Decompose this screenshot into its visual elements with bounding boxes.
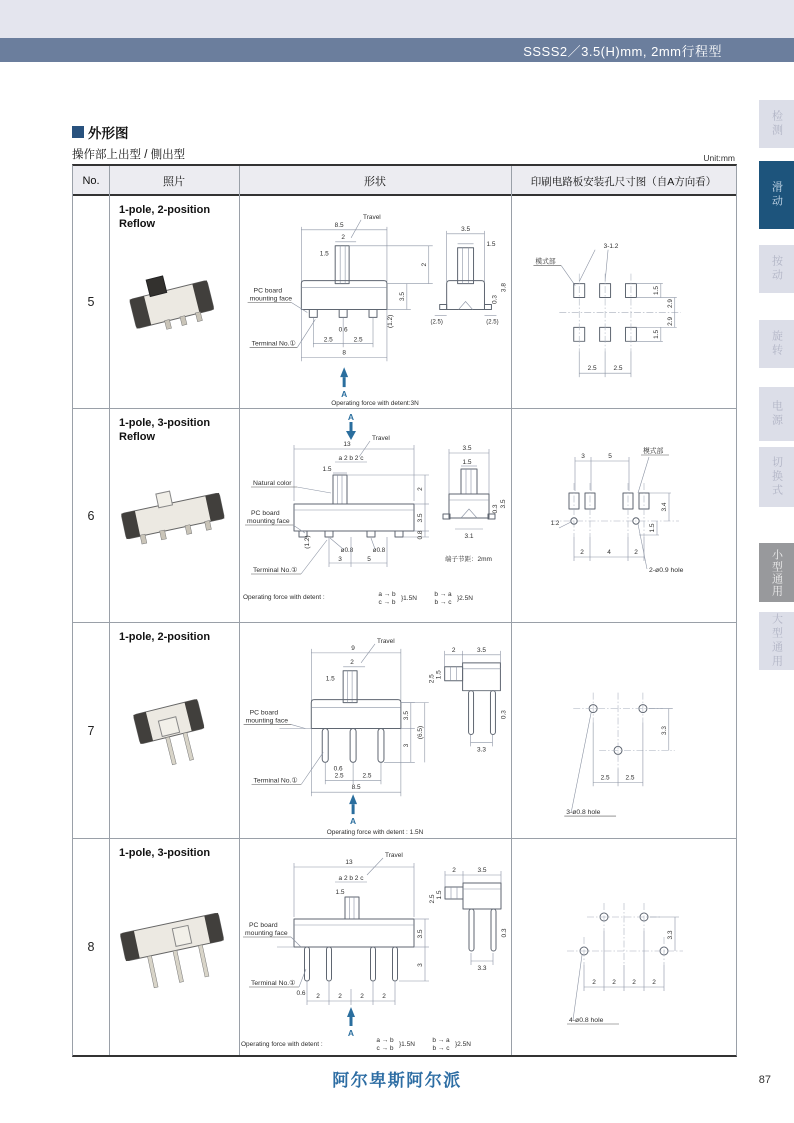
process-label: Reflow (119, 218, 156, 231)
force-case: b → a (432, 1037, 450, 1044)
col-header-shape: 形状 (364, 176, 386, 188)
travel-label: Travel (376, 637, 395, 645)
dim: 1.5 (486, 240, 496, 248)
callout-label: 模式部 (535, 258, 556, 266)
row-number: 7 (87, 723, 95, 738)
force-case: b → a (434, 591, 452, 598)
dim: 1.5 (652, 286, 660, 296)
dim: 2.9 (666, 299, 674, 308)
switch-illustration (120, 913, 230, 992)
operating-force-note: Operating force with detent : 1.5N (326, 829, 424, 837)
view-direction-label: A (341, 389, 348, 400)
sidebar-tab-rotary[interactable] (759, 320, 794, 368)
pcb-cell (511, 196, 736, 408)
force-case: a → b (378, 591, 396, 598)
section-title (72, 122, 129, 142)
dim: 3.3 (477, 965, 487, 972)
tab-label: 旋转 (770, 330, 783, 358)
force-case: c → b (378, 599, 396, 606)
dim: ø0.8 (340, 547, 354, 554)
side-view (429, 647, 508, 754)
outline-drawing-table (72, 164, 737, 1057)
force-case: a → b (376, 1037, 394, 1044)
tab-label: 滑动 (770, 181, 783, 209)
dim: 2 (452, 867, 456, 874)
pole-position-label: 1-pole, 2-position (119, 204, 211, 216)
dim: 0.8 (417, 530, 424, 540)
col-header-photo: 照片 (163, 176, 185, 188)
sidebar-tab-large-general[interactable] (759, 612, 794, 670)
dim: 2 (612, 979, 616, 986)
tab-label: 按动 (770, 255, 783, 283)
operating-force-note: Operating force with detent : (243, 594, 325, 601)
dim: 1.5 (435, 670, 443, 680)
terminal-label: Terminal No.① (253, 567, 298, 574)
dim: 0.6 (338, 326, 348, 334)
dim: 3.5 (417, 513, 424, 523)
operating-force-note: Operating force with detent : (241, 1041, 323, 1048)
pcb-cell (511, 409, 736, 622)
dim: 2 (417, 487, 424, 491)
dim: 2 (634, 549, 638, 556)
mounting-face-label: mounting face (249, 295, 292, 303)
dim: 3 (338, 556, 342, 563)
callout-label: 模式部 (643, 448, 664, 455)
dim: 3.5 (417, 929, 424, 939)
row-number: 6 (87, 508, 95, 523)
section-marker-icon (72, 126, 84, 138)
dim: 2.5 (353, 336, 363, 344)
force-case: b → c (432, 1045, 450, 1052)
sidebar-tab-inspection[interactable] (759, 100, 794, 148)
dim: 0.6 (296, 990, 306, 997)
shape-drawing (239, 623, 511, 838)
page-header-title: SSSS2／3.5(H)mm, 2mm行程型 (523, 43, 722, 59)
photo-cell (109, 839, 239, 1054)
dim: 2 (382, 993, 386, 1000)
terminal-label: Terminal No.① (253, 777, 298, 785)
dim: 0.3 (500, 710, 508, 720)
top-strip (0, 0, 794, 38)
force-case: b → c (434, 599, 452, 606)
side-view (429, 867, 508, 972)
dim: 0.3 (501, 928, 508, 938)
front-view (243, 412, 473, 606)
dim: 0.6 (333, 765, 343, 773)
dim: 3.5 (402, 711, 410, 721)
view-direction-label: A (347, 1028, 355, 1038)
col-header-no: No. (82, 175, 100, 187)
sidebar-tab-push[interactable] (759, 245, 794, 293)
dim: 3.5 (477, 646, 486, 654)
dim: 2.5 (334, 772, 344, 780)
switch-photo (109, 839, 239, 1054)
dim: 13 (343, 441, 351, 448)
dim: 4 (607, 549, 611, 556)
col-header-pcb: 印刷电路板安装孔尺寸图（自A方向看） (530, 175, 717, 188)
dim: 3.4 (661, 502, 668, 512)
unit-label: Unit:mm (703, 153, 735, 163)
dim: 5 (608, 453, 612, 460)
dim: 2.5 (613, 365, 623, 373)
dim: 0.3 (491, 295, 499, 305)
pcb-cell (511, 839, 736, 1054)
dim: 3.3 (660, 726, 668, 735)
terminal-label: Terminal No.① (251, 340, 296, 348)
switch-illustration (119, 481, 226, 547)
operating-force-note: Operating force with detent:3N (331, 400, 419, 408)
travel-label: Travel (363, 213, 381, 221)
dim: 1.5 (436, 890, 443, 900)
force-value: }2.5N (455, 1041, 471, 1048)
positions-label: a 2 b 2 c (338, 875, 364, 882)
dim: ø0.8 (372, 547, 386, 554)
travel-label: Travel (372, 435, 390, 442)
switch-photo (109, 196, 239, 408)
dim: 3 (417, 963, 424, 967)
view-direction-label: A (347, 412, 355, 422)
pc-board-label: PC board (249, 922, 278, 929)
table-header-row (73, 166, 736, 196)
front-view (248, 214, 433, 407)
side-view (443, 445, 507, 563)
process-label: Reflow (119, 431, 156, 444)
pcb-cell (511, 623, 736, 838)
terminal-pitch-note: 端子节距：2mm (445, 556, 492, 563)
sidebar-tab-toggle[interactable] (759, 447, 794, 507)
table-row (73, 196, 736, 409)
tab-label: 切换式 (770, 456, 783, 498)
tab-label: 小型通用 (770, 548, 783, 597)
shape-drawing (239, 839, 511, 1054)
dim: 2.5 (428, 674, 436, 684)
dim: 3.1 (464, 533, 474, 540)
table-row (73, 409, 736, 623)
hole-count-label: 3-1.2 (603, 242, 619, 250)
section-title-label: 外形图 (88, 126, 129, 141)
dim: 2.5 (625, 774, 635, 782)
pcb-hole-drawing (511, 839, 736, 1054)
dim: 1.5 (649, 523, 656, 533)
force-value: }2.5N (457, 595, 473, 602)
dim: 2.5 (362, 772, 372, 780)
photo-cell (109, 409, 239, 622)
dim: 2 (580, 549, 584, 556)
dim: 2.9 (666, 316, 674, 326)
dim: 0.3 (492, 504, 499, 514)
pole-position-label: 1-pole, 3-position (119, 847, 211, 859)
row-number: 5 (87, 295, 95, 309)
dim: 3 (402, 743, 410, 748)
shape-cell (239, 839, 511, 1054)
dim: 2 (420, 262, 428, 267)
mounting-face-label: mounting face (247, 518, 290, 525)
dim: 5 (367, 556, 371, 563)
dim: 2 (652, 979, 656, 986)
dim: 1.5 (319, 250, 329, 258)
sidebar-tab-slide[interactable] (759, 161, 794, 229)
force-value: }1.5N (399, 1041, 415, 1048)
dim: 2 (350, 658, 354, 666)
shape-drawing (239, 409, 511, 622)
dim: 8.5 (334, 221, 344, 229)
front-view (241, 852, 471, 1052)
dim: 3.3 (667, 930, 674, 940)
table-row (73, 839, 736, 1054)
dim: 3.3 (477, 746, 486, 754)
dim: (2.5) (430, 319, 443, 326)
dim: 2 (338, 993, 342, 1000)
dim: 3.5 (398, 292, 406, 302)
switch-illustration (133, 699, 211, 771)
pc-board-label: PC board (249, 709, 279, 717)
dim: 3 (581, 453, 585, 460)
shape-cell (239, 196, 511, 408)
brand-logo-text: 阿尔卑斯阿尔派 (332, 1071, 462, 1090)
dim: 3.5 (461, 225, 471, 233)
pcb-hole-drawing (511, 623, 736, 838)
natural-color-label: Natural color (253, 480, 292, 487)
switch-illustration (126, 266, 216, 336)
force-case: c → b (376, 1045, 394, 1052)
dim: 2 (592, 979, 596, 986)
shape-drawing (239, 196, 511, 408)
pc-board-label: PC board (253, 287, 283, 295)
tab-label: 大型通用 (770, 613, 783, 669)
positions-label: a 2 b 2 c (338, 455, 364, 462)
dim: (6.5) (416, 725, 424, 740)
dim: 2 (316, 993, 320, 1000)
dim: 9 (351, 644, 355, 652)
shape-cell (239, 623, 511, 838)
travel-label: Travel (385, 852, 403, 859)
terminal-label: Terminal No.① (251, 980, 296, 987)
dim: 3.5 (500, 499, 507, 509)
dim: 3.5 (462, 445, 472, 452)
pcb-hole-drawing (511, 409, 736, 622)
dim: 8.5 (351, 784, 361, 792)
dim: 2 (360, 993, 364, 1000)
force-value: }1.5N (401, 595, 417, 602)
pcb-hole-drawing (511, 196, 736, 408)
dim: 2 (451, 646, 456, 654)
dim: 2 (632, 979, 636, 986)
dim: 2 (341, 233, 345, 241)
front-view (244, 638, 429, 836)
dim: (1.2) (386, 314, 394, 329)
photo-cell (109, 623, 239, 838)
switch-photo (109, 623, 239, 838)
dim: 2.5 (429, 894, 436, 904)
shape-cell (239, 409, 511, 622)
dim: 1.5 (335, 889, 345, 896)
dim: 2.5 (587, 365, 597, 373)
tab-label: 电源 (770, 400, 783, 428)
dim: (2.5) (486, 319, 499, 326)
hole-note: 4-ø0.8 hole (569, 1017, 604, 1024)
switch-photo (109, 409, 239, 622)
mounting-face-label: mounting face (245, 717, 289, 725)
section-subtitle: 操作部上出型 / 側出型 (72, 149, 186, 161)
mounting-face-label: mounting face (245, 930, 288, 937)
pc-board-label: PC board (251, 510, 280, 517)
hole-note: 2-ø0.9 hole (649, 567, 684, 574)
dim: 2.5 (600, 774, 610, 782)
side-view (431, 226, 508, 326)
dim: (1.2) (304, 535, 311, 549)
dim: 1.5 (462, 459, 472, 466)
dim: 1.5 (322, 466, 332, 473)
dim: 2.5 (323, 336, 333, 344)
row-number: 8 (87, 939, 95, 954)
dim: 13 (345, 859, 353, 866)
page-header-bar (0, 38, 794, 62)
dim: 8 (342, 349, 346, 357)
dim: 1.5 (325, 675, 335, 683)
pole-position-label: 1-pole, 3-position (119, 417, 211, 429)
view-direction-label: A (350, 816, 357, 827)
dim: 1.5 (652, 329, 660, 339)
page-number: 87 (758, 1074, 771, 1086)
tab-label: 检测 (770, 110, 783, 138)
dim: 3.5 (477, 867, 487, 874)
table-row (73, 623, 736, 839)
dim: 1.2 (550, 520, 560, 527)
photo-cell (109, 196, 239, 408)
dim: 3.8 (500, 283, 508, 293)
sidebar-tab-small-general[interactable] (759, 543, 794, 602)
hole-note: 3-ø0.8 hole (566, 809, 601, 817)
sidebar-tab-power[interactable] (759, 387, 794, 441)
pole-position-label: 1-pole, 2-position (119, 631, 211, 643)
